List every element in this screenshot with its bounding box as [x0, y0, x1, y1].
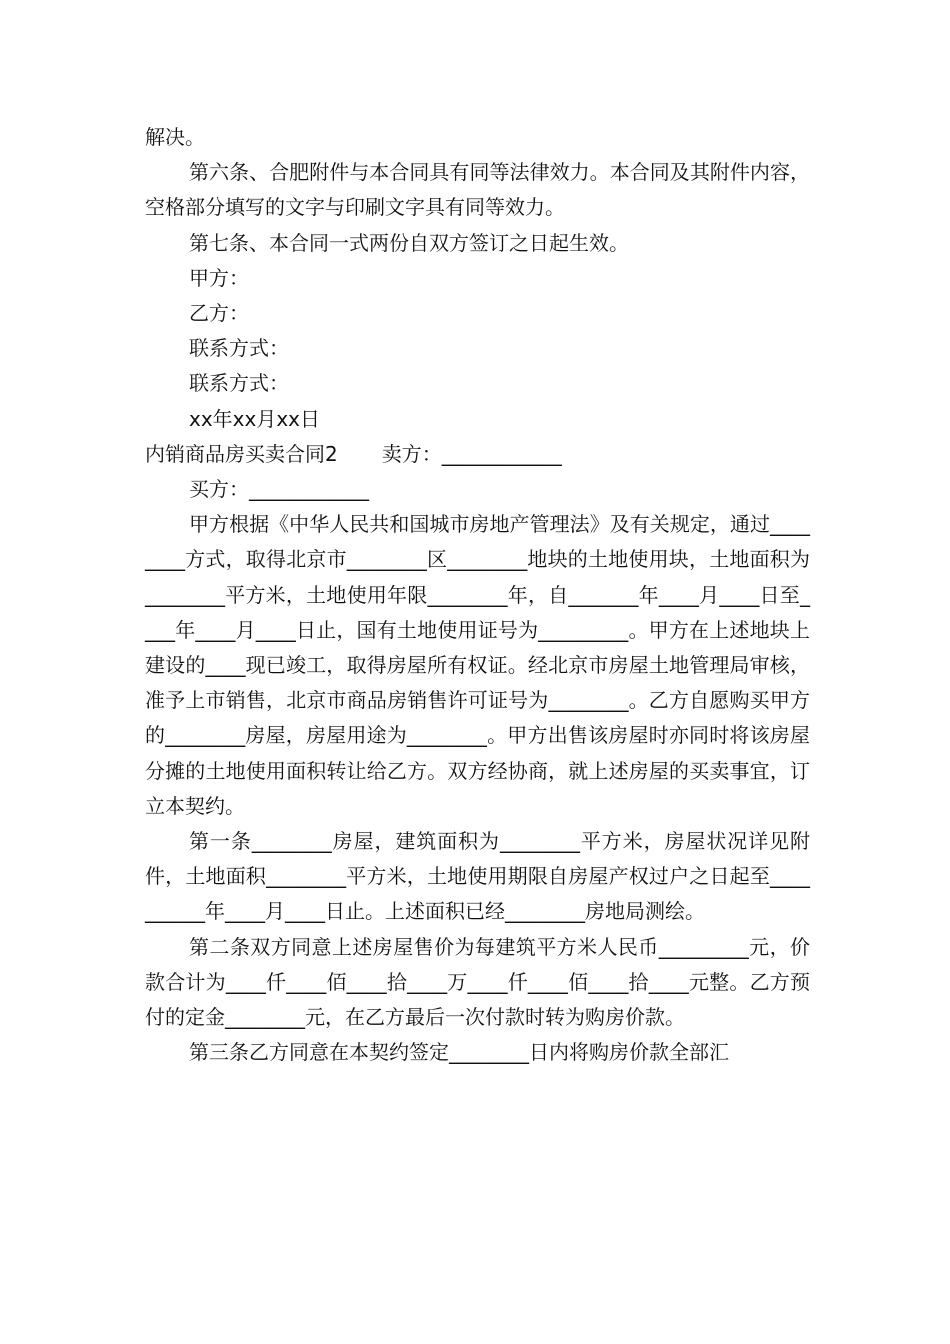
contract-heading-line — [145, 437, 810, 472]
article-2: 第二条双方同意上述房屋售价为每建筑平方米人民币_________元，价款合计为____仟____佰____拾____万____仟____佰____拾____元整。乙方预付的定金________元，在乙方最后一次付款时转为购房价款。 — [145, 934, 810, 1030]
party-a-label: 甲方： — [189, 265, 249, 290]
contract-title: 内销商品房买卖合同2 — [145, 441, 338, 466]
seller-label: 卖方：____________ — [381, 441, 562, 466]
document-body — [145, 120, 810, 1070]
article-7: 第七条、本合同一式两份自双方签订之日起生效。 — [189, 230, 629, 255]
date-line: xx年xx月xx日 — [189, 406, 321, 431]
buyer-label: 买方：____________ — [189, 477, 369, 502]
party-b-label: 乙方： — [189, 301, 249, 326]
article-3: 第三条乙方同意在本契约签定________日内将购房价款全部汇 — [189, 1040, 729, 1065]
contact-label-b: 联系方式： — [189, 371, 289, 396]
article-1: 第一条________房屋，建筑面积为________平方米，房屋状况详见附件，土地面积________平方米，土地使用期限自房屋产权过户之日起至__________年____月____日止。上述面积已经________房地局测绘。 — [145, 829, 810, 924]
contact-label-a: 联系方式： — [189, 336, 289, 361]
article-6: 第六条、合肥附件与本合同具有同等法律效力。本合同及其附件内容，空格部分填写的文字与印刷文字具有同等效力。 — [145, 160, 810, 220]
closing-line: 解决。 — [145, 125, 205, 149]
intro-paragraph: 甲方根据《中华人民共和国城市房地产管理法》及有关规定，通过________方式，取得北京市________区________地块的土地使用块，土地面积为________平方米，土地使用年限________年，自_______年____月____日至____年____月____日止，国有土地使用证号为_________。甲方在上述地块上建设的____现已竣工，取得房屋所有权证。经北京市房屋土地管理局审核，准予上市销售，北京市商品房销售许可证号为________。乙方自愿购买甲方的________房屋，房屋用途为________。甲方出售该房屋时亦同时将该房屋分摊的土地使用面积转让给乙方。双方经协商，就上述房屋的买卖事宜，订立本契约。 — [145, 512, 810, 818]
